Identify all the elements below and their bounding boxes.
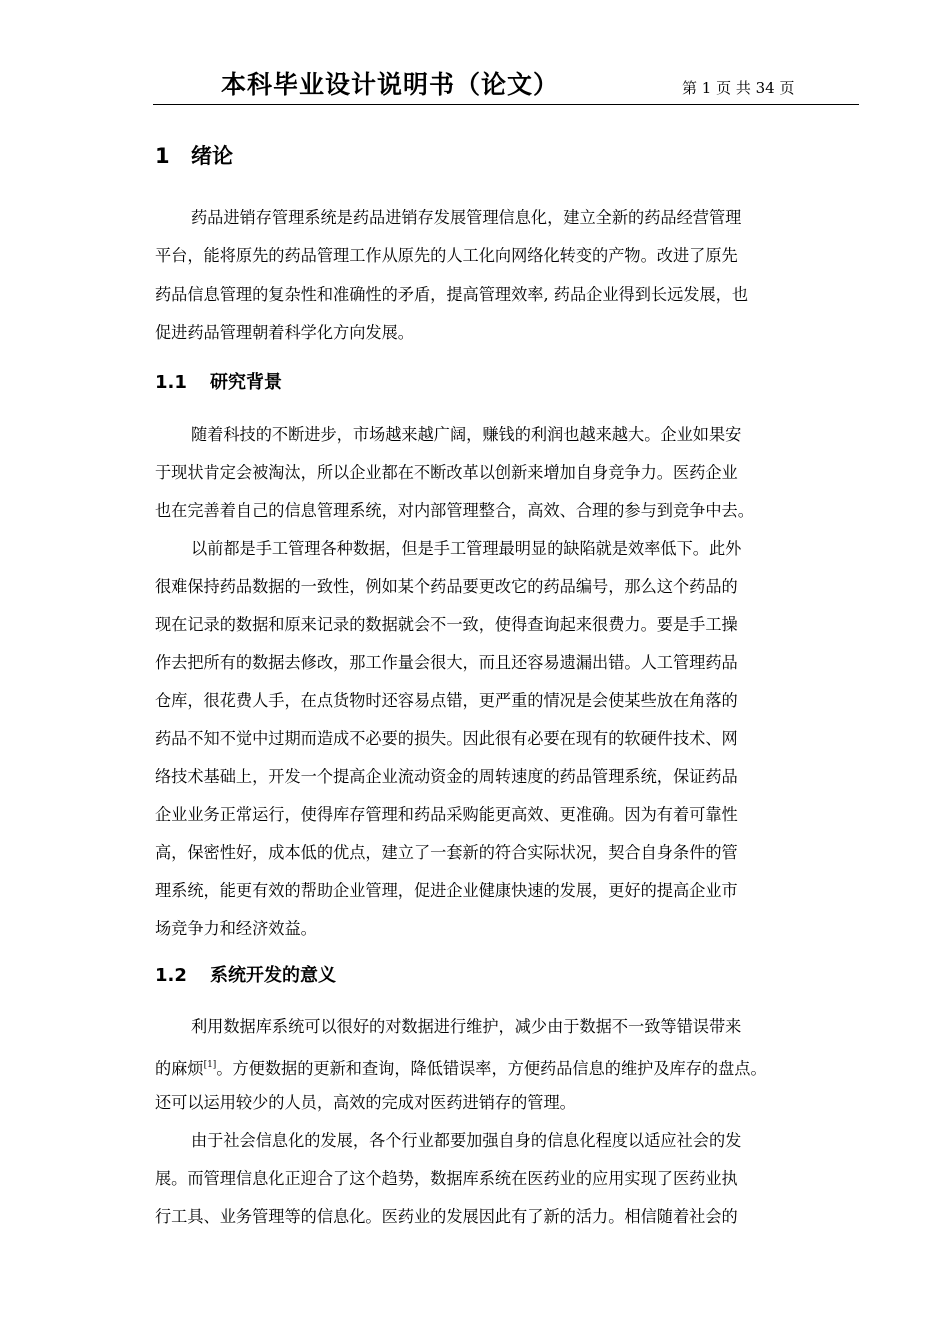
paragraph-line: 行工具、业务管理等的信息化。医药业的发展因此有了新的活力。相信随着社会的 xyxy=(155,1207,738,1226)
paragraph-line xyxy=(155,1054,767,1080)
paragraph-line: 作去把所有的数据去修改，那工作量会很大，而且还容易遗漏出错。人工管理药品 xyxy=(155,653,738,672)
section-number: 1.1 xyxy=(155,372,187,393)
intro-line: 药品信息管理的复杂性和准确性的矛盾，提高管理效率, 药品企业得到长远发展，也 xyxy=(155,285,749,304)
page-header xyxy=(153,70,859,105)
paragraph-line: 场竞争力和经济效益。 xyxy=(155,919,317,938)
text-segment: 的麻烦 xyxy=(155,1059,204,1078)
intro-line: 药品进销存管理系统是药品进销存发展管理信息化，建立全新的药品经营管理 xyxy=(191,208,742,227)
paragraph-line: 理系统，能更有效的帮助企业管理，促进企业健康快速的发展，更好的提高企业市 xyxy=(155,881,738,900)
paragraph-line: 还可以运用较少的人员，高效的完成对医药进销存的管理。 xyxy=(155,1093,576,1112)
paragraph-line: 于现状肯定会被淘汰，所以企业都在不断改革以创新来增加自身竞争力。医药企业 xyxy=(155,463,738,482)
citation-reference: [1] xyxy=(203,1060,217,1070)
paragraph-line: 也在完善着自己的信息管理系统，对内部管理整合，高效、合理的参与到竞争中去。 xyxy=(155,501,754,520)
paragraph-line: 展。而管理信息化正迎合了这个趋势，数据库系统在医药业的应用实现了医药业执 xyxy=(155,1169,738,1188)
paragraph-line: 高，保密性好，成本低的优点，建立了一套新的符合实际状况，契合自身条件的管 xyxy=(155,843,738,862)
paragraph-line: 现在记录的数据和原来记录的数据就会不一致，使得查询起来很费力。要是手工操 xyxy=(155,615,738,634)
paragraph-line: 由于社会信息化的发展，各个行业都要加强自身的信息化程度以适应社会的发 xyxy=(191,1131,742,1150)
paragraph-line: 随着科技的不断进步，市场越来越广阔，赚钱的利润也越来越大。企业如果安 xyxy=(191,425,742,444)
paragraph-line: 药品不知不觉中过期而造成不必要的损失。因此很有必要在现有的软硬件技术、网 xyxy=(155,729,738,748)
paragraph-line: 仓库，很花费人手，在点货物时还容易点错，更严重的情况是会使某些放在角落的 xyxy=(155,691,738,710)
chapter-number: 1 xyxy=(155,144,170,168)
header-page-number: 第 1 页 共 34 页 xyxy=(682,79,795,97)
header-title: 本科毕业设计说明书（论文） xyxy=(221,70,560,99)
section-title: 系统开发的意义 xyxy=(210,965,336,986)
intro-line: 促进药品管理朝着科学化方向发展。 xyxy=(155,323,414,342)
intro-line: 平台，能将原先的药品管理工作从原先的人工化向网络化转变的产物。改进了原先 xyxy=(155,246,738,265)
chapter-title: 绪论 xyxy=(191,144,233,168)
section-heading-1-2 xyxy=(155,963,336,989)
section-heading-1-1 xyxy=(155,370,282,396)
section-title: 研究背景 xyxy=(210,372,282,393)
paragraph-line: 很难保持药品数据的一致性，例如某个药品要更改它的药品编号，那么这个药品的 xyxy=(155,577,738,596)
paragraph-line: 以前都是手工管理各种数据，但是手工管理最明显的缺陷就是效率低下。此外 xyxy=(191,539,742,558)
paragraph-line: 企业业务正常运行，使得库存管理和药品采购能更高效、更准确。因为有着可靠性 xyxy=(155,805,738,824)
paragraph-line: 利用数据库系统可以很好的对数据进行维护，减少由于数据不一致等错误带来 xyxy=(191,1017,742,1036)
chapter-heading xyxy=(155,142,233,170)
paragraph-line: 络技术基础上，开发一个提高企业流动资金的周转速度的药品管理系统，保证药品 xyxy=(155,767,738,786)
text-segment: 。方便数据的更新和查询，降低错误率，方便药品信息的维护及库存的盘点。 xyxy=(216,1059,767,1078)
section-number: 1.2 xyxy=(155,965,187,986)
